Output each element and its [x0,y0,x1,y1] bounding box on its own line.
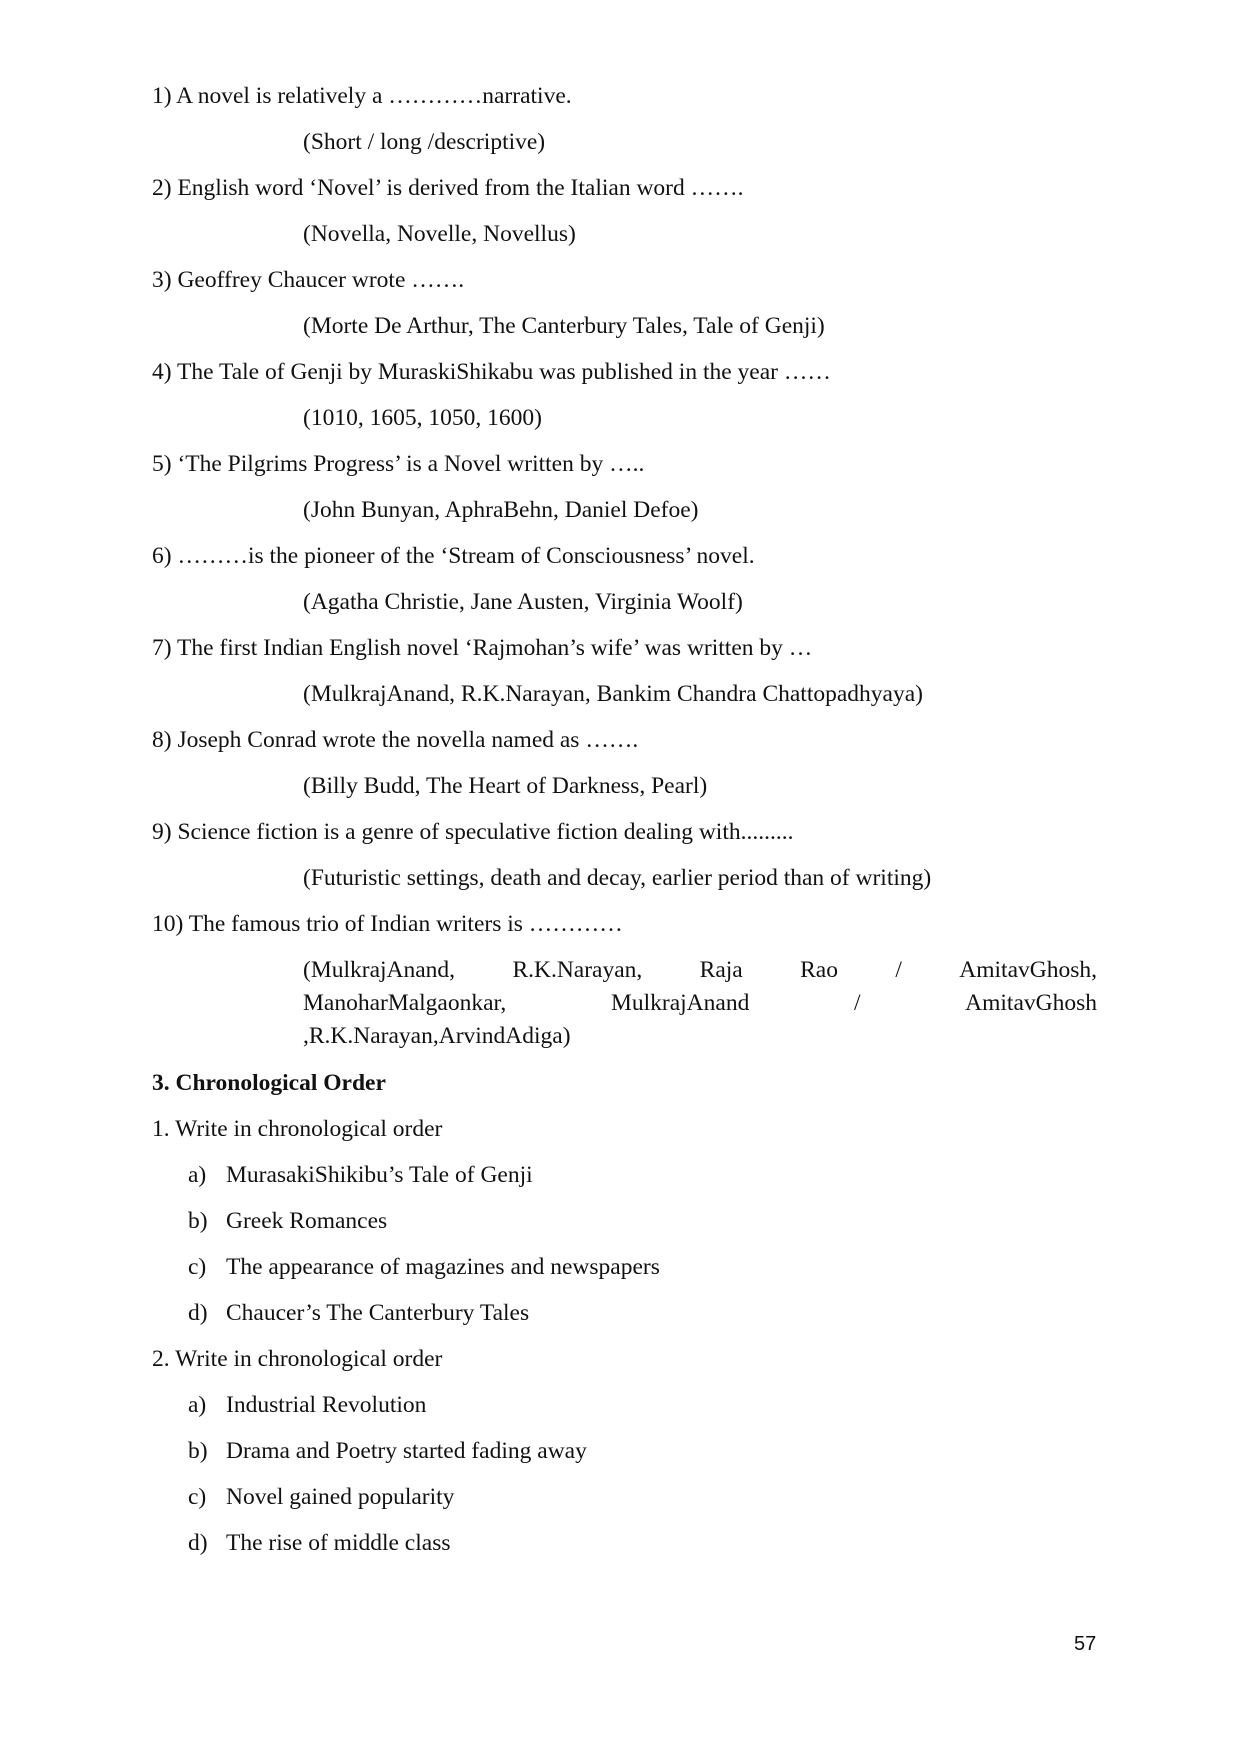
item-text: MurasakiShikibu’s Tale of Genji [226,1162,533,1188]
item-letter: c) [188,1254,207,1280]
item-letter: d) [188,1300,208,1326]
question-text: 4) The Tale of Genji by MuraskiShikabu was published in the year …… [152,359,831,385]
options-text: (MulkrajAnand, R.K.Narayan, Bankim Chandra Chattopadhyaya) [303,681,923,707]
option-word: AmitavGhosh [965,990,1097,1016]
question-text: 5) ‘The Pilgrims Progress’ is a Novel written by ….. [152,451,645,477]
item-letter: c) [188,1484,207,1510]
list-item [188,1159,1097,1191]
list-item [188,1205,1097,1237]
question-text: 2) English word ‘Novel’ is derived from the Italian word ……. [152,175,744,201]
option-word: ManoharMalgaonkar, [303,990,507,1016]
item-text: Industrial Revolution [226,1392,427,1418]
item-text: Chaucer’s The Canterbury Tales [226,1300,530,1326]
list-item [188,1297,1097,1329]
options-row [303,987,1097,1020]
list-item [188,1389,1097,1421]
question-text: 1) A novel is relatively a …………narrative. [152,83,572,109]
item-letter: a) [188,1392,207,1418]
options-text: (Novella, Novelle, Novellus) [303,221,576,247]
option-word: AmitavGhosh, [959,957,1097,983]
mcq-item [152,448,1097,526]
list-item [188,1435,1097,1467]
option-word: Raja [699,957,743,983]
options-text: (Billy Budd, The Heart of Darkness, Pearl) [303,773,708,799]
option-word: Rao [800,957,838,983]
mcq-item [152,816,1097,894]
question-text: 7) The first Indian English novel ‘Rajmohan’s wife’ was written by … [152,635,813,661]
item-text: Drama and Poetry started fading away [226,1438,587,1464]
options-text: (1010, 1605, 1050, 1600) [303,405,542,431]
item-text: The rise of middle class [226,1530,451,1556]
question-text: 8) Joseph Conrad wrote the novella named as ……. [152,727,639,753]
options-text [303,954,1097,1053]
chronology-task [152,1343,1097,1559]
option-word: MulkrajAnand [610,990,750,1016]
item-letter: b) [188,1438,208,1464]
option-word: / [853,990,861,1016]
question-text: 3) Geoffrey Chaucer wrote ……. [152,267,465,293]
item-letter: a) [188,1162,207,1188]
mcq-item [152,632,1097,710]
option-word: (MulkrajAnand, [303,957,456,983]
item-text: Novel gained popularity [226,1484,455,1510]
list-item [188,1527,1097,1559]
mcq-item [152,172,1097,250]
mcq-item [152,724,1097,802]
list-item [188,1251,1097,1283]
task-title: 1. Write in chronological order [152,1116,443,1142]
mcq-item [152,80,1097,158]
page-number: 57 [1074,1633,1097,1655]
item-text: Greek Romances [226,1208,388,1234]
mcq-item [152,264,1097,342]
mcq-item [152,540,1097,618]
option-word: / [895,957,902,983]
options-text: (Short / long /descriptive) [303,129,546,155]
section-heading: 3. Chronological Order [152,1070,386,1096]
document-page [152,80,1097,1573]
item-letter: b) [188,1208,208,1234]
options-text: (John Bunyan, AphraBehn, Daniel Defoe) [303,497,699,523]
options-text: (Morte De Arthur, The Canterbury Tales, Tale of Genji) [303,313,825,339]
mcq-item [152,908,1097,1053]
mcq-item [152,356,1097,434]
options-row: ,R.K.Narayan,ArvindAdiga) [303,1023,571,1049]
options-text: (Futuristic settings, death and decay, earlier period than of writing) [303,865,932,891]
options-row [303,954,1097,987]
options-text: (Agatha Christie, Jane Austen, Virginia Woolf) [303,589,743,615]
chronology-task [152,1113,1097,1329]
option-word: R.K.Narayan, [512,957,643,983]
item-text: The appearance of magazines and newspapers [226,1254,660,1280]
question-text: 6) ………is the pioneer of the ‘Stream of Consciousness’ novel. [152,543,755,569]
question-text: 9) Science fiction is a genre of speculative fiction dealing with......... [152,819,794,845]
item-letter: d) [188,1530,208,1556]
task-title: 2. Write in chronological order [152,1346,443,1372]
list-item [188,1481,1097,1513]
question-text: 10) The famous trio of Indian writers is ………… [152,911,623,937]
